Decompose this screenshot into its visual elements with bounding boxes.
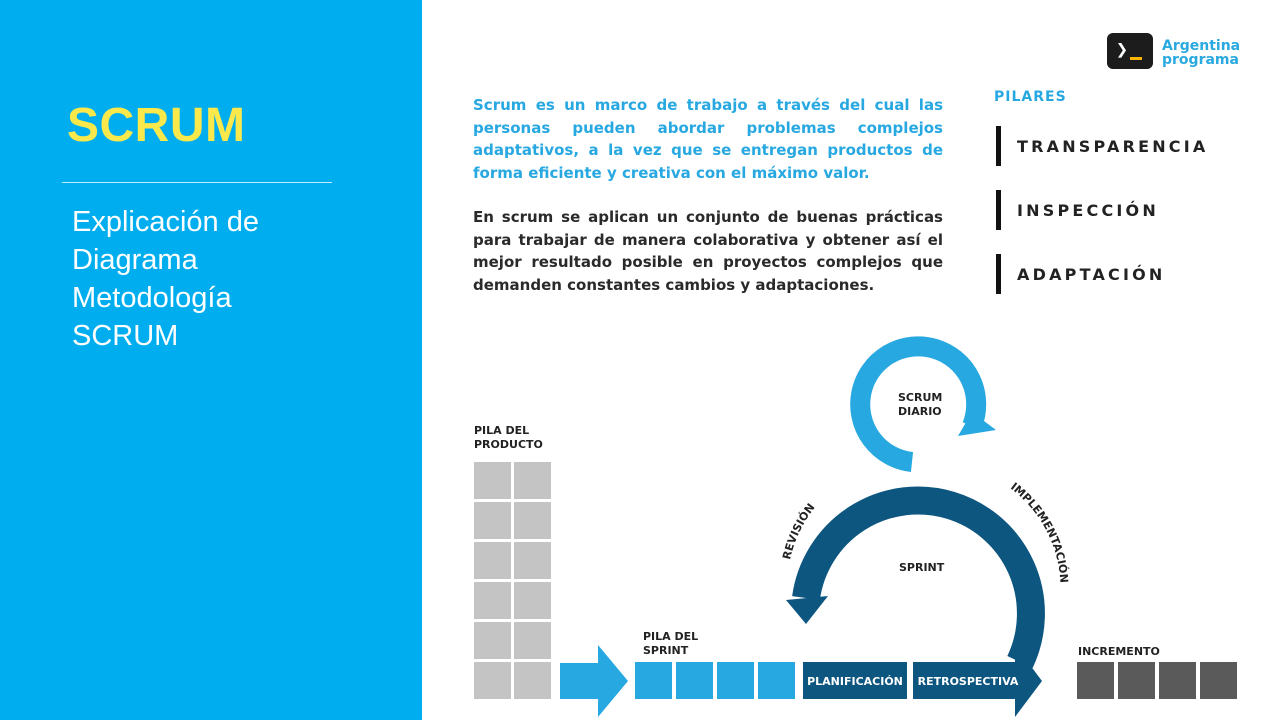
logo-text (1162, 39, 1240, 67)
sprint-loop (806, 501, 1031, 662)
sprint-backlog-label: SPRINT (643, 644, 689, 657)
scrum-definition: Scrum es un marco de trabajo a través del cual las personas pueden abordar problemas complejos adaptativos, a la vez que se entregan productos de forma eficiente y creativa con el máximo valor. (473, 96, 943, 182)
planning-label: PLANIFICACIÓN (807, 675, 903, 688)
terminal-icon (1107, 33, 1153, 69)
sprint-backlog-label: PILA DEL (643, 630, 699, 643)
retrospective-label: RETROSPECTIVA (917, 675, 1019, 688)
increment-blocks (1077, 662, 1237, 699)
product-backlog-label: PRODUCTO (474, 438, 543, 451)
backlog-block (514, 502, 551, 539)
backlog-arrow (560, 645, 628, 717)
backlog-block (474, 502, 511, 539)
product-backlog-grid (474, 462, 551, 699)
backlog-block (514, 462, 551, 499)
backlog-block (514, 542, 551, 579)
pillar-label: ADAPTACIÓN (1017, 265, 1166, 284)
implementation-label-path: IMPLEMENTACIÓN (1008, 480, 1071, 584)
sprint-block (717, 662, 754, 699)
subtitle-line: Diagrama (72, 244, 198, 276)
backlog-block (514, 582, 551, 619)
daily-scrum-label: SCRUM (898, 391, 943, 404)
increment-label: INCREMENTO (1078, 645, 1160, 658)
increment-block (1159, 662, 1196, 699)
logo-line2: programa (1162, 52, 1239, 68)
sprint-block (758, 662, 795, 699)
cursor-mark (1130, 57, 1142, 60)
title-divider (62, 182, 332, 183)
product-backlog-label: PILA DEL (474, 424, 530, 437)
sprint-block (676, 662, 713, 699)
increment-block (1200, 662, 1237, 699)
sprint-label: SPRINT (899, 561, 945, 574)
prompt-glyph: ❯ (1116, 37, 1129, 61)
backlog-block (474, 662, 511, 699)
backlog-block (474, 542, 511, 579)
subtitle-line: SCRUM (72, 320, 179, 352)
scrum-diagram (422, 320, 1280, 720)
sprint-block (635, 662, 672, 699)
increment-block (1077, 662, 1114, 699)
sprint-backlog-blocks (635, 662, 795, 699)
sprint-loop-arrowhead (786, 596, 828, 624)
pillar-bar (996, 190, 1001, 230)
left-panel (0, 0, 422, 720)
backlog-block (514, 662, 551, 699)
subtitle-line: Explicación de (72, 206, 259, 238)
daily-scrum-label: DIARIO (898, 405, 942, 418)
subtitle-line: Metodología (72, 282, 232, 314)
pillar-label: INSPECCIÓN (1017, 201, 1159, 220)
backlog-block (474, 582, 511, 619)
pillar-bar (996, 126, 1001, 166)
pillar-bar (996, 254, 1001, 294)
review-label-path: REVISIÓN (780, 500, 818, 561)
backlog-block (474, 622, 511, 659)
pillar-label: TRANSPARENCIA (1017, 137, 1209, 156)
slide-subtitle (72, 203, 302, 355)
logo-line1: Argentina (1162, 38, 1241, 54)
backlog-block (514, 622, 551, 659)
scrum-practices: En scrum se aplican un conjunto de buenas prácticas para trabajar de manera colaborativa y obtener así el mejor resultado posible en proyectos complejos que demanden constantes cambios y adaptaciones. (473, 208, 943, 294)
backlog-block (474, 462, 511, 499)
slide-title: SCRUM (67, 99, 246, 152)
increment-block (1118, 662, 1155, 699)
pillars-title: PILARES (994, 89, 1067, 105)
